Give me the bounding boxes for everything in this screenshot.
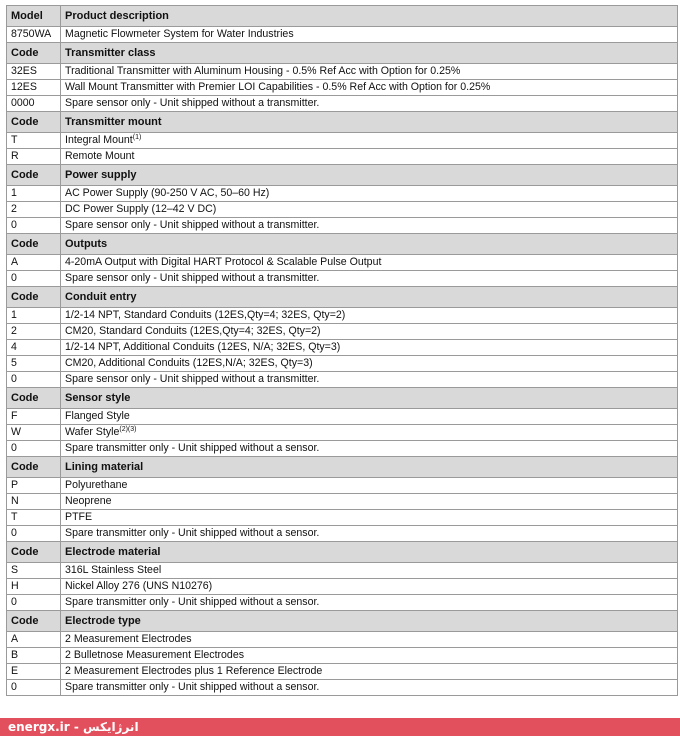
option-code: P (7, 478, 61, 494)
section-title: Electrode type (61, 611, 678, 632)
section-header-row (7, 112, 678, 133)
option-description-cell (61, 648, 678, 664)
table-row (7, 664, 678, 680)
option-code: B (7, 648, 61, 664)
table-row (7, 579, 678, 595)
option-description: Nickel Alloy 276 (UNS N10276) (65, 580, 213, 592)
option-code: F (7, 409, 61, 425)
table-row (7, 96, 678, 112)
option-description: Wafer Style (65, 426, 120, 438)
option-code: 32ES (7, 64, 61, 80)
option-description: 1/2-14 NPT, Standard Conduits (12ES,Qty=4; 32ES, Qty=2) (65, 309, 346, 321)
option-description-cell (61, 680, 678, 696)
section-header-row (7, 43, 678, 64)
section-code-header: Code (7, 388, 61, 409)
section-code-header: Code (7, 287, 61, 308)
watermark-text: energx.ir - انرژایکس (8, 720, 139, 734)
option-description: Spare transmitter only - Unit shipped without a sensor. (65, 596, 320, 608)
section-header-row (7, 388, 678, 409)
option-code: 1 (7, 308, 61, 324)
section-title: Electrode material (61, 542, 678, 563)
option-description-cell (61, 271, 678, 287)
option-description: Traditional Transmitter with Aluminum Housing - 0.5% Ref Acc with Option for 0.25% (65, 65, 461, 77)
option-code: W (7, 425, 61, 441)
option-code: S (7, 563, 61, 579)
footnote-reference: (1) (132, 134, 142, 141)
option-description-cell (61, 579, 678, 595)
table-row (7, 255, 678, 271)
option-code: 0 (7, 218, 61, 234)
table-row (7, 680, 678, 696)
option-description: 4-20mA Output with Digital HART Protocol & Scalable Pulse Output (65, 256, 382, 268)
section-code-header: Code (7, 112, 61, 133)
option-description-cell (61, 441, 678, 457)
option-code: 0 (7, 680, 61, 696)
table-row (7, 526, 678, 542)
option-description: 316L Stainless Steel (65, 564, 162, 576)
table-row (7, 478, 678, 494)
section-code-header: Code (7, 542, 61, 563)
option-description: Spare transmitter only - Unit shipped without a sensor. (65, 681, 320, 693)
option-description: Flanged Style (65, 410, 130, 422)
option-description-cell (61, 324, 678, 340)
option-description-cell (61, 372, 678, 388)
option-code: T (7, 510, 61, 526)
option-description-cell (61, 202, 678, 218)
table-row (7, 271, 678, 287)
option-description-cell (61, 595, 678, 611)
option-description: CM20, Additional Conduits (12ES,N/A; 32ES, Qty=3) (65, 357, 313, 369)
section-code-header: Code (7, 457, 61, 478)
option-code: E (7, 664, 61, 680)
option-code: 0 (7, 441, 61, 457)
table-row (7, 494, 678, 510)
table-row (7, 27, 678, 43)
option-description: Spare sensor only - Unit shipped without a transmitter. (65, 373, 320, 385)
option-description-cell (61, 80, 678, 96)
section-title: Conduit entry (61, 287, 678, 308)
section-header-row (7, 234, 678, 255)
section-header-row (7, 457, 678, 478)
option-description-cell (61, 186, 678, 202)
section-header-row (7, 165, 678, 186)
table-row (7, 324, 678, 340)
option-description-cell (61, 494, 678, 510)
option-description: Magnetic Flowmeter System for Water Industries (65, 28, 294, 40)
section-title: Transmitter class (61, 43, 678, 64)
option-code: 1 (7, 186, 61, 202)
table-row (7, 133, 678, 149)
option-code: 0000 (7, 96, 61, 112)
section-code-header: Model (7, 6, 61, 27)
section-title: Outputs (61, 234, 678, 255)
option-description: AC Power Supply (90-250 V AC, 50–60 Hz) (65, 187, 270, 199)
option-description-cell (61, 96, 678, 112)
option-description-cell (61, 664, 678, 680)
table-row (7, 340, 678, 356)
option-description: Spare sensor only - Unit shipped without a transmitter. (65, 272, 320, 284)
section-code-header: Code (7, 43, 61, 64)
table-row (7, 563, 678, 579)
option-code: 0 (7, 595, 61, 611)
option-code: 2 (7, 324, 61, 340)
option-description-cell (61, 425, 678, 441)
option-code: A (7, 632, 61, 648)
section-code-header: Code (7, 234, 61, 255)
option-description: Remote Mount (65, 150, 135, 162)
option-code: 0 (7, 526, 61, 542)
model-code-table (6, 5, 678, 696)
option-description-cell (61, 409, 678, 425)
table-row (7, 202, 678, 218)
section-header-row (7, 6, 678, 27)
option-description: DC Power Supply (12–42 V DC) (65, 203, 217, 215)
option-description: Spare sensor only - Unit shipped without a transmitter. (65, 219, 320, 231)
option-description-cell (61, 478, 678, 494)
table-row (7, 595, 678, 611)
table-row (7, 648, 678, 664)
table-row (7, 64, 678, 80)
table-row (7, 510, 678, 526)
option-code: 12ES (7, 80, 61, 96)
option-code: H (7, 579, 61, 595)
table-row (7, 218, 678, 234)
table-row (7, 441, 678, 457)
option-description-cell (61, 356, 678, 372)
section-title: Lining material (61, 457, 678, 478)
section-header-row (7, 287, 678, 308)
option-description: 2 Bulletnose Measurement Electrodes (65, 649, 245, 661)
section-title: Transmitter mount (61, 112, 678, 133)
table-row (7, 632, 678, 648)
table-row (7, 186, 678, 202)
option-description-cell (61, 218, 678, 234)
table-row (7, 80, 678, 96)
section-header-row (7, 542, 678, 563)
option-description: PTFE (65, 511, 93, 523)
option-description-cell (61, 64, 678, 80)
option-description: 1/2-14 NPT, Additional Conduits (12ES, N/A; 32ES, Qty=3) (65, 341, 341, 353)
option-description: Spare sensor only - Unit shipped without a transmitter. (65, 97, 320, 109)
option-description-cell (61, 510, 678, 526)
section-code-header: Code (7, 611, 61, 632)
section-header-row (7, 611, 678, 632)
option-description-cell (61, 340, 678, 356)
option-description-cell (61, 632, 678, 648)
footnote-reference: (2)(3) (119, 426, 137, 433)
table-row (7, 356, 678, 372)
option-code: A (7, 255, 61, 271)
option-description: Neoprene (65, 495, 112, 507)
option-code: T (7, 133, 61, 149)
option-description-cell (61, 563, 678, 579)
table-row (7, 372, 678, 388)
option-code: 0 (7, 372, 61, 388)
option-description-cell (61, 308, 678, 324)
option-code: 4 (7, 340, 61, 356)
option-code: 8750WA (7, 27, 61, 43)
option-description: Spare transmitter only - Unit shipped without a sensor. (65, 442, 320, 454)
option-description-cell (61, 133, 678, 149)
watermark-footer (0, 718, 680, 736)
option-code: N (7, 494, 61, 510)
option-description: 2 Measurement Electrodes (65, 633, 192, 645)
section-title: Sensor style (61, 388, 678, 409)
option-description-cell (61, 149, 678, 165)
section-code-header: Code (7, 165, 61, 186)
option-description: Polyurethane (65, 479, 128, 491)
option-description-cell (61, 27, 678, 43)
table-row (7, 149, 678, 165)
option-code: 2 (7, 202, 61, 218)
option-description: Wall Mount Transmitter with Premier LOI Capabilities - 0.5% Ref Acc with Option for 0.25% (65, 81, 491, 93)
table-row (7, 308, 678, 324)
option-code: R (7, 149, 61, 165)
section-title: Product description (61, 6, 678, 27)
option-description: 2 Measurement Electrodes plus 1 Reference Electrode (65, 665, 323, 677)
option-description: Spare transmitter only - Unit shipped without a sensor. (65, 527, 320, 539)
option-description-cell (61, 526, 678, 542)
option-code: 0 (7, 271, 61, 287)
option-description: Integral Mount (65, 134, 133, 146)
option-description-cell (61, 255, 678, 271)
option-description: CM20, Standard Conduits (12ES,Qty=4; 32ES, Qty=2) (65, 325, 321, 337)
section-title: Power supply (61, 165, 678, 186)
option-code: 5 (7, 356, 61, 372)
table-row (7, 409, 678, 425)
model-code-table-body (7, 6, 678, 696)
table-row (7, 425, 678, 441)
